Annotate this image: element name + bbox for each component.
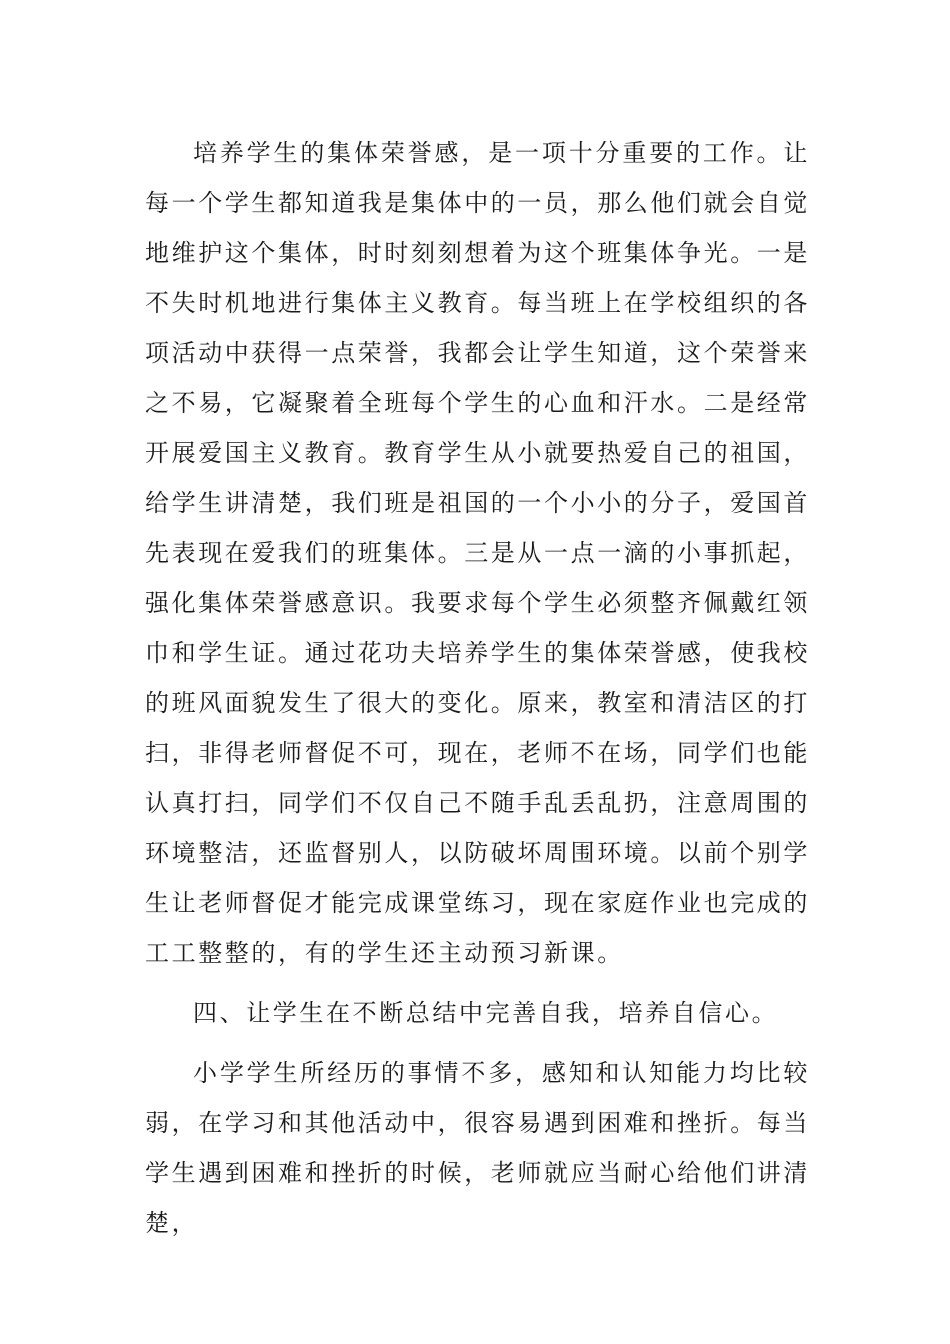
document-body [145, 128, 810, 1258]
paragraph-self-confidence: 小学学生所经历的事情不多，感知和认知能力均比较弱，在学习和其他活动中，很容易遇到困难和挫折。每当学生遇到困难和挫折的时候，老师就应当耐心给他们讲清楚， [145, 1059, 810, 1237]
paragraph-collective-honor: 培养学生的集体荣誉感，是一项十分重要的工作。让每一个学生都知道我是集体中的一员，那么他们就会自觉地维护这个集体，时时刻刻想着为这个班集体争光。一是不失时机地进行集体主义教育。每当班上在学校组织的各项活动中获得一点荣誉，我都会让学生知道，这个荣誉来之不易，它凝聚着全班每个学生的心血和汗水。二是经常开展爱国主义教育。教育学生从小就要热爱自己的祖国，给学生讲清楚，我们班是祖国的一个小小的分子，爱国首先表现在爱我们的班集体。三是从一点一滴的小事抓起，强化集体荣誉感意识。我要求每个学生必须整齐佩戴红领巾和学生证。通过花功夫培养学生的集体荣誉感，使我校的班风面貌发生了很大的变化。原来，教室和清洁区的打扫，非得老师督促不可，现在，老师不在场，同学们也能认真打扫，同学们不仅自己不随手乱丢乱扔，注意周围的环境整洁，还监督别人，以防破坏周围环境。以前个别学生让老师督促才能完成课堂练习，现在家庭作业也完成的工工整整的，有的学生还主动预习新课。 [145, 139, 810, 967]
section-heading-four: 四、让学生在不断总结中完善自我，培养自信心。 [193, 999, 779, 1027]
